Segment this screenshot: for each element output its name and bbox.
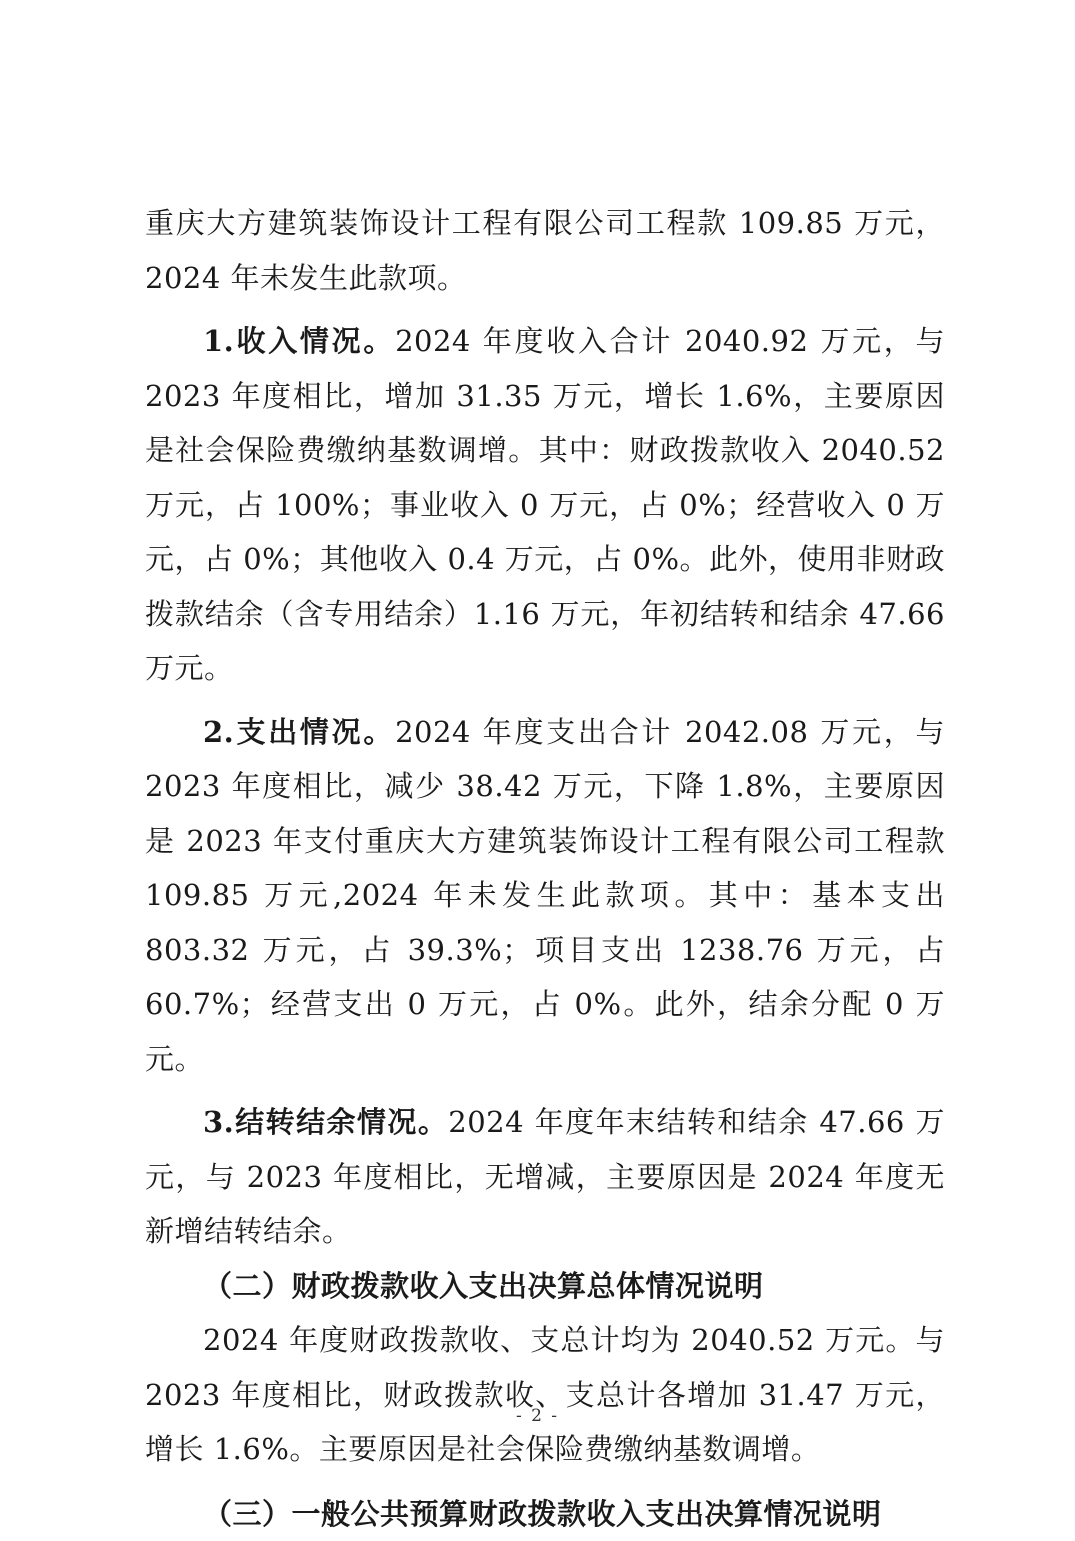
section-three-heading: （三）一般公共预算财政拨款收入支出决算情况说明 — [145, 1487, 945, 1541]
section-two-paragraph: 2024 年度财政拨款收、支总计均为 2040.52 万元。与 2023 年度相比，财政拨款收、支总计各增加 31.47 万元，增长 1.6%。主要原因是社会保险费缴纳基数调增。 — [145, 1313, 945, 1477]
continuation-paragraph: 重庆大方建筑装饰设计工程有限公司工程款 109.85 万元，2024 年未发生此款项。 — [145, 196, 945, 305]
income-paragraph — [145, 314, 945, 696]
page-number: - 2 - — [0, 1406, 1075, 1426]
expense-lead: 2.支出情况。 — [203, 715, 395, 749]
carryover-text: 2024 年度年末结转和结余 47.66 万元，与 2023 年度相比，无增减，主要原因是 2024 年度无新增结转结余。 — [145, 1105, 945, 1248]
income-text: 2024 年度收入合计 2040.92 万元，与 2023 年度相比，增加 31.35 万元，增长 1.6%，主要原因是社会保险费缴纳基数调增。其中：财政拨款收入 2040.52 万元，占 100%；事业收入 0 万元，占 0%；经营收入 0 万元，占 0%；其他收入 0.4 万元，占 0%。此外，使用非财政拨款结余（含专用结余）1.16 万元，年初结转和结余 47.66 万元。 — [145, 324, 945, 685]
section-two-heading: （二）财政拨款收入支出决算总体情况说明 — [145, 1259, 945, 1314]
expense-paragraph — [145, 705, 945, 1087]
income-lead: 1.收入情况。 — [203, 324, 395, 358]
expense-text: 2024 年度支出合计 2042.08 万元，与 2023 年度相比，减少 38.42 万元，下降 1.8%，主要原因是 2023 年支付重庆大方建筑装饰设计工程有限公司工程款 109.85 万元,2024 年未发生此款项。其中：基本支出 803.32 万元，占 39.3%；项目支出 1238.76 万元，占 60.7%；经营支出 0 万元，占 0%。此外，结余分配 0 万元。 — [145, 715, 945, 1076]
carryover-paragraph — [145, 1095, 945, 1259]
document-body — [145, 196, 945, 1541]
carryover-lead: 3.结转结余情况。 — [203, 1105, 448, 1139]
